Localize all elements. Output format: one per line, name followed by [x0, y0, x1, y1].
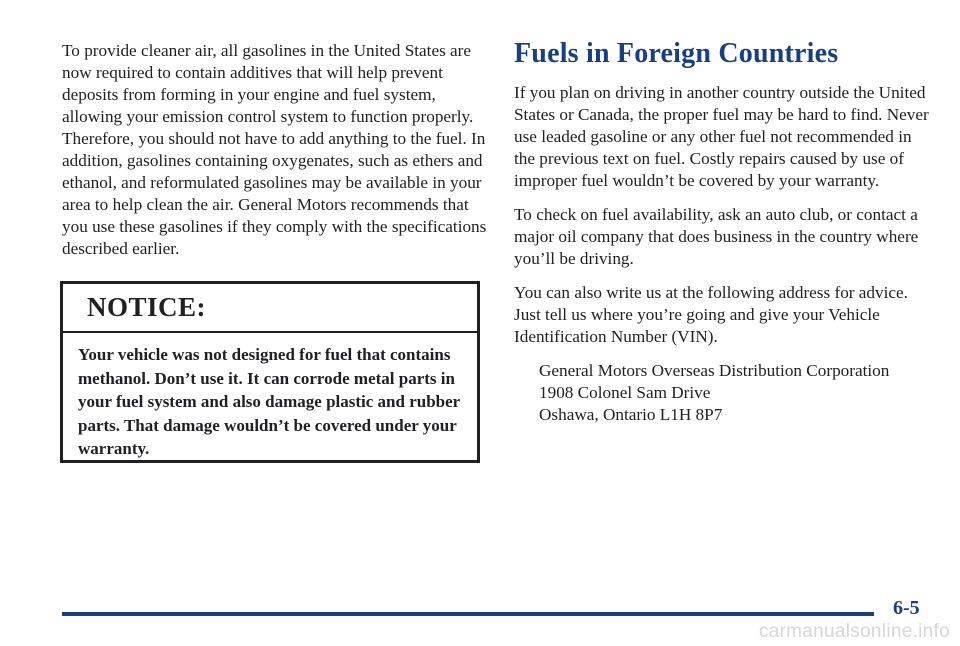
section-heading: Fuels in Foreign Countries	[514, 38, 839, 69]
address-line-2: 1908 Colonel Sam Drive	[539, 383, 711, 402]
notice-header	[63, 284, 477, 333]
right-column	[514, 38, 934, 426]
page-number: 6-5	[893, 597, 920, 619]
intro-paragraph: To provide cleaner air, all gasolines in the United States are now required to contain additives that will help prevent deposits from forming in your engine and fuel system, allowing your emission control system to function properly. Therefore, you should not have to add anything to the fuel. In addition, gasolines containing oxygenates, such as ethers and ethanol, and reformulated gasolines may be available in your area to help clean the air. General Motors recommends that you use these gasolines if they comply with the specifications described earlier.	[62, 41, 487, 258]
address-line-1: General Motors Overseas Distribution Corporation	[539, 361, 890, 380]
fuel-availability-paragraph: To check on fuel availability, ask an auto club, or contact a major oil company that does business in the country where you’ll be driving.	[514, 205, 919, 268]
footer-rule	[62, 612, 874, 616]
site-watermark: carmanualsonline.info	[758, 621, 950, 642]
foreign-fuel-paragraph: If you plan on driving in another country outside the United States or Canada, the proper fuel may be hard to find. Never use leaded gasoline or any other fuel not recommended in the previous text on fuel. Costly repairs caused by use of improper fuel wouldn’t be covered by your warranty.	[514, 83, 929, 190]
notice-body: Your vehicle was not designed for fuel that contains methanol. Don’t use it. It can corrode metal parts in your fuel system and also damage plastic and rubber parts. That damage wouldn’t be covered under your warranty.	[78, 345, 460, 458]
address-line-3: Oshawa, Ontario L1H 8P7	[539, 405, 723, 424]
notice-box	[60, 281, 480, 463]
write-us-paragraph: You can also write us at the following address for advice. Just tell us where you’re going and give your Vehicle Identification Number (VIN).	[514, 283, 908, 346]
notice-title: NOTICE:	[87, 292, 207, 322]
mailing-address	[539, 360, 934, 426]
left-column	[62, 40, 488, 260]
